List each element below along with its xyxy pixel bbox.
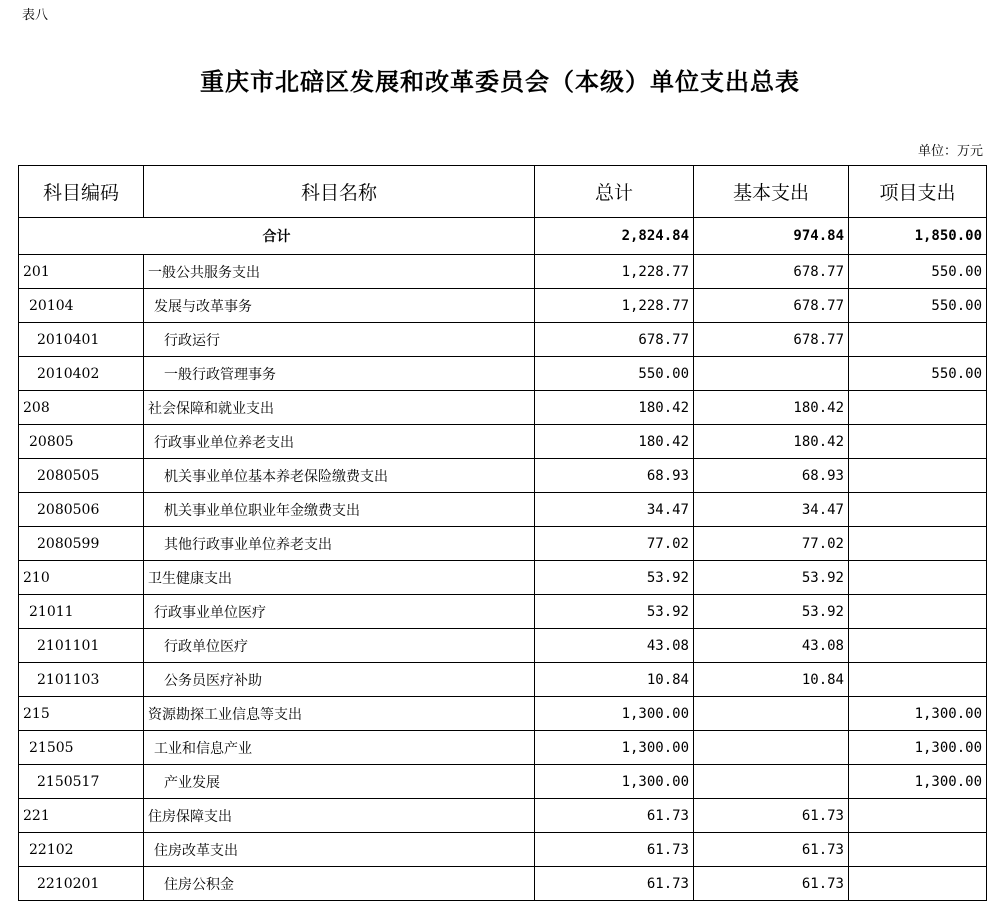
table-row [19, 663, 987, 697]
subject-code-cell: 2210201 [19, 867, 144, 901]
table-row [19, 459, 987, 493]
project-expenditure-cell [849, 867, 987, 901]
table-row [19, 867, 987, 901]
total-cell: 34.47 [535, 493, 694, 527]
table-row [19, 731, 987, 765]
subject-name-cell: 工业和信息产业 [144, 731, 535, 765]
header-subject-code: 科目编码 [19, 166, 144, 218]
subject-code-cell: 2080599 [19, 527, 144, 561]
basic-expenditure-cell: 61.73 [694, 867, 849, 901]
total-cell: 68.93 [535, 459, 694, 493]
basic-expenditure-cell [694, 765, 849, 799]
total-amount: 2,824.84 [535, 218, 694, 255]
subject-code-cell: 2080506 [19, 493, 144, 527]
subject-name-cell: 住房改革支出 [144, 833, 535, 867]
subject-code-cell: 208 [19, 391, 144, 425]
project-expenditure-cell: 1,300.00 [849, 731, 987, 765]
table-row [19, 493, 987, 527]
basic-expenditure-cell [694, 731, 849, 765]
basic-expenditure-cell: 53.92 [694, 561, 849, 595]
table-row [19, 765, 987, 799]
subject-code-cell: 2150517 [19, 765, 144, 799]
total-cell: 61.73 [535, 867, 694, 901]
subject-name-cell: 机关事业单位职业年金缴费支出 [144, 493, 535, 527]
total-cell: 1,228.77 [535, 255, 694, 289]
total-cell: 61.73 [535, 799, 694, 833]
subject-name-cell: 产业发展 [144, 765, 535, 799]
project-expenditure-cell [849, 799, 987, 833]
subject-name-cell: 行政事业单位养老支出 [144, 425, 535, 459]
table-row [19, 323, 987, 357]
expenditure-table [18, 165, 987, 901]
subject-code-cell: 20805 [19, 425, 144, 459]
subject-code-cell: 215 [19, 697, 144, 731]
table-row [19, 357, 987, 391]
subject-code-cell: 2101101 [19, 629, 144, 663]
total-cell: 43.08 [535, 629, 694, 663]
subject-name-cell: 卫生健康支出 [144, 561, 535, 595]
basic-expenditure-cell: 43.08 [694, 629, 849, 663]
total-cell: 180.42 [535, 391, 694, 425]
total-cell: 53.92 [535, 561, 694, 595]
project-expenditure-cell [849, 833, 987, 867]
basic-expenditure-cell: 61.73 [694, 799, 849, 833]
header-row [19, 166, 987, 218]
project-expenditure-cell: 550.00 [849, 357, 987, 391]
total-cell: 1,300.00 [535, 765, 694, 799]
basic-expenditure-cell: 678.77 [694, 323, 849, 357]
subject-name-cell: 发展与改革事务 [144, 289, 535, 323]
subject-name-cell: 行政事业单位医疗 [144, 595, 535, 629]
project-expenditure-cell [849, 595, 987, 629]
total-basic-amount: 974.84 [694, 218, 849, 255]
project-expenditure-cell [849, 493, 987, 527]
table-number: 表八 [22, 8, 49, 23]
project-expenditure-cell: 1,300.00 [849, 765, 987, 799]
table-row [19, 629, 987, 663]
total-cell: 1,228.77 [535, 289, 694, 323]
basic-expenditure-cell: 77.02 [694, 527, 849, 561]
table-row [19, 697, 987, 731]
project-expenditure-cell: 550.00 [849, 289, 987, 323]
subject-name-cell: 住房公积金 [144, 867, 535, 901]
basic-expenditure-cell: 180.42 [694, 425, 849, 459]
total-cell: 61.73 [535, 833, 694, 867]
table-row [19, 561, 987, 595]
subject-name-cell: 一般行政管理事务 [144, 357, 535, 391]
total-label: 合计 [19, 218, 535, 255]
subject-code-cell: 21011 [19, 595, 144, 629]
project-expenditure-cell [849, 391, 987, 425]
basic-expenditure-cell: 68.93 [694, 459, 849, 493]
table-row [19, 799, 987, 833]
subject-name-cell: 资源勘探工业信息等支出 [144, 697, 535, 731]
subject-code-cell: 21505 [19, 731, 144, 765]
subject-name-cell: 行政单位医疗 [144, 629, 535, 663]
subject-code-cell: 210 [19, 561, 144, 595]
total-project-amount: 1,850.00 [849, 218, 987, 255]
basic-expenditure-cell: 61.73 [694, 833, 849, 867]
project-expenditure-cell [849, 663, 987, 697]
table-row [19, 527, 987, 561]
subject-name-cell: 其他行政事业单位养老支出 [144, 527, 535, 561]
total-row [19, 218, 987, 255]
header-basic-expenditure: 基本支出 [694, 166, 849, 218]
table-row [19, 595, 987, 629]
subject-code-cell: 2010401 [19, 323, 144, 357]
subject-name-cell: 行政运行 [144, 323, 535, 357]
unit-label: 单位：万元 [917, 144, 983, 159]
header-project-expenditure: 项目支出 [849, 166, 987, 218]
table-row [19, 289, 987, 323]
project-expenditure-cell [849, 629, 987, 663]
basic-expenditure-cell: 53.92 [694, 595, 849, 629]
subject-name-cell: 一般公共服务支出 [144, 255, 535, 289]
basic-expenditure-cell: 678.77 [694, 255, 849, 289]
total-cell: 77.02 [535, 527, 694, 561]
page-title: 重庆市北碚区发展和改革委员会（本级）单位支出总表 [200, 68, 800, 96]
basic-expenditure-cell: 678.77 [694, 289, 849, 323]
total-cell: 10.84 [535, 663, 694, 697]
total-cell: 678.77 [535, 323, 694, 357]
total-cell: 550.00 [535, 357, 694, 391]
project-expenditure-cell [849, 561, 987, 595]
basic-expenditure-cell: 180.42 [694, 391, 849, 425]
basic-expenditure-cell [694, 357, 849, 391]
subject-name-cell: 公务员医疗补助 [144, 663, 535, 697]
subject-code-cell: 2080505 [19, 459, 144, 493]
basic-expenditure-cell [694, 697, 849, 731]
project-expenditure-cell [849, 425, 987, 459]
basic-expenditure-cell: 10.84 [694, 663, 849, 697]
table-row [19, 833, 987, 867]
total-cell: 180.42 [535, 425, 694, 459]
subject-code-cell: 201 [19, 255, 144, 289]
subject-code-cell: 2010402 [19, 357, 144, 391]
header-subject-name: 科目名称 [144, 166, 535, 218]
subject-code-cell: 221 [19, 799, 144, 833]
project-expenditure-cell [849, 527, 987, 561]
table-row [19, 425, 987, 459]
subject-name-cell: 住房保障支出 [144, 799, 535, 833]
project-expenditure-cell [849, 459, 987, 493]
subject-code-cell: 20104 [19, 289, 144, 323]
subject-code-cell: 2101103 [19, 663, 144, 697]
project-expenditure-cell: 550.00 [849, 255, 987, 289]
project-expenditure-cell [849, 323, 987, 357]
header-total: 总计 [535, 166, 694, 218]
subject-name-cell: 机关事业单位基本养老保险缴费支出 [144, 459, 535, 493]
table-row [19, 391, 987, 425]
total-cell: 1,300.00 [535, 697, 694, 731]
total-cell: 1,300.00 [535, 731, 694, 765]
basic-expenditure-cell: 34.47 [694, 493, 849, 527]
table-row [19, 255, 987, 289]
project-expenditure-cell: 1,300.00 [849, 697, 987, 731]
total-cell: 53.92 [535, 595, 694, 629]
subject-name-cell: 社会保障和就业支出 [144, 391, 535, 425]
subject-code-cell: 22102 [19, 833, 144, 867]
